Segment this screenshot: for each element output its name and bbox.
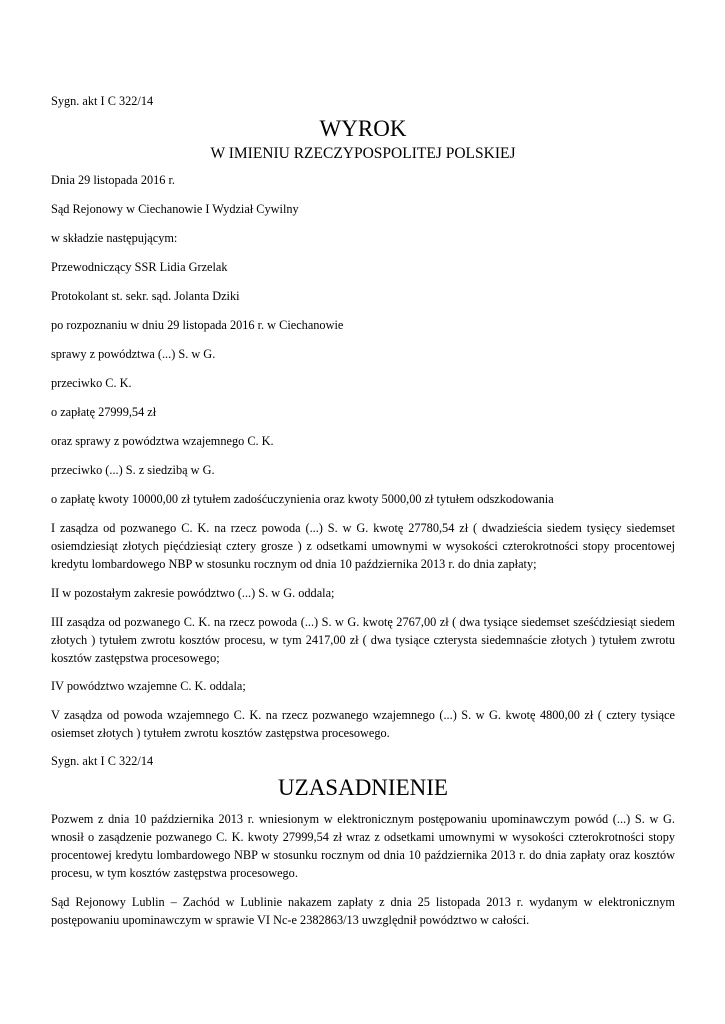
case-signature-justification: Sygn. akt I C 322/14 <box>51 754 154 768</box>
case-defendant: przeciwko C. K. <box>51 376 132 390</box>
court-clerk: Protokolant st. sekr. sąd. Jolanta Dziki <box>51 289 240 303</box>
hearing-info: po rozpoznaniu w dniu 29 listopada 2016 r. w Ciechanowie <box>51 318 344 332</box>
justification-paragraph-1: Pozwem z dnia 10 października 2013 r. wniesionym w elektronicznym postępowaniu upominawczym powód (...) S. w G. wnosił o zasądzenie pozwanego C. K. kwoty 27999,54 zł wraz z odsetkami umownymi w wysokości czterokrotności stopy procentowej kredytu lombardowego NBP w stosunku rocznym od dnia 10 października 2013 r. do dnia zapłaty oraz kosztów procesu, w tym kosztów zastępstwa procesowego. <box>51 812 675 880</box>
counterclaim-case: oraz sprawy z powództwa wzajemnego C. K. <box>51 434 274 448</box>
presiding-judge: Przewodniczący SSR Lidia Grzelak <box>51 260 228 274</box>
verdict-point-4: IV powództwo wzajemne C. K. oddala; <box>51 679 246 693</box>
verdict-point-5: V zasądza od powoda wzajemnego C. K. na rzecz pozwanego wzajemnego (...) S. w G. kwotę 4800,00 zł ( cztery tysiące osiemset złotych ) tytułem zwrotu kosztów zastępstwa procesowego. <box>51 708 675 740</box>
court-composition: w składzie następującym: <box>51 231 178 245</box>
verdict-point-1: I zasądza od pozwanego C. K. na rzecz powoda (...) S. w G. kwotę 27780,54 zł ( dwadzieścia siedem tysięcy siedemset osiemdziesiąt złotych pięćdziesiąt cztery grosze ) z odsetkami umownymi w wysokości czterokrotności stopy procentowej kredytu lombardowego NBP w stosunku rocznym od dnia 10 października 2013 r. do dnia zapłaty; <box>51 521 675 571</box>
verdict-date: Dnia 29 listopada 2016 r. <box>51 173 175 187</box>
verdict-point-2: II w pozostałym zakresie powództwo (...) S. w G. oddala; <box>51 586 335 600</box>
justification-paragraph-2: Sąd Rejonowy Lublin – Zachód w Lublinie nakazem zapłaty z dnia 25 listopada 2013 r. wydanym w elektronicznym postępowaniu upominawczym w sprawie VI Nc-e 2382863/13 uwzględnił powództwo w całości. <box>51 895 675 927</box>
claim-amount: o zapłatę 27999,54 zł <box>51 405 157 419</box>
verdict-subtitle: W IMIENIU RZECZYPOSPOLITEJ POLSKIEJ <box>210 145 516 162</box>
case-signature-top: Sygn. akt I C 322/14 <box>51 94 154 108</box>
verdict-point-3: III zasądza od pozwanego C. K. na rzecz powoda (...) S. w G. kwotę 2767,00 zł ( dwa tysiące siedemset sześćdziesiąt siedem złotych ) tytułem zwrotu kosztów procesu, w tym 2417,00 zł ( dwa tysiące czterysta siedemnaście złotych ) tytułem zwrotu kosztów zastępstwa procesowego; <box>51 615 675 665</box>
court-name: Sąd Rejonowy w Ciechanowie I Wydział Cywilny <box>51 202 299 216</box>
case-plaintiff: sprawy z powództwa (...) S. w G. <box>51 347 216 361</box>
justification-title: UZASADNIENIE <box>278 775 448 800</box>
verdict-title: WYROK <box>319 116 407 141</box>
counterclaim-amount: o zapłatę kwoty 10000,00 zł tytułem zadośćuczynienia oraz kwoty 5000,00 zł tytułem odszkodowania <box>51 492 554 506</box>
counterclaim-defendant: przeciwko (...) S. z siedzibą w G. <box>51 463 215 477</box>
